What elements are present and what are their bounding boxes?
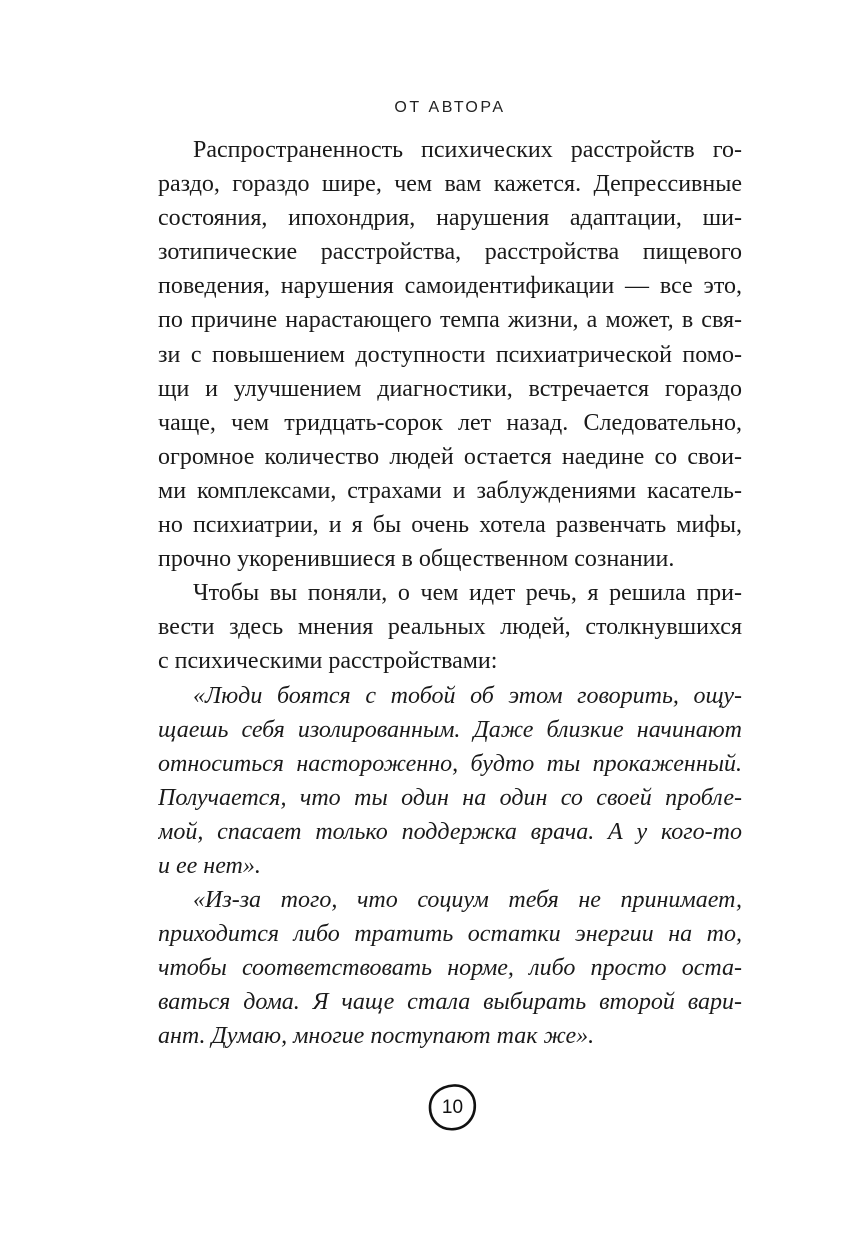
body-text: [158, 133, 742, 1054]
text-line: мой, спасает только поддержка врача. А у кого-то: [158, 818, 742, 845]
text-line: по причине нарастающего темпа жизни, а может, в свя-: [158, 307, 742, 334]
page-number: 10: [441, 1097, 464, 1118]
text-line: зи с повышением доступности психиатрической помо-: [158, 341, 742, 368]
page-number-badge: [426, 1082, 479, 1134]
text-line: ант. Думаю, многие поступают так же».: [158, 1023, 595, 1050]
text-line: но психиатрии, и я бы очень хотела развенчать мифы,: [158, 512, 742, 539]
text-line: прочно укоренившиеся в общественном сознании.: [158, 546, 675, 573]
text-line: Получается, что ты один на один со своей пробле-: [158, 784, 742, 811]
paragraph: [158, 883, 742, 1053]
paragraph: [158, 133, 742, 576]
text-line: с психическими расстройствами:: [158, 648, 498, 675]
text-line: поведения, нарушения самоидентификации — все это,: [158, 273, 742, 300]
text-line: Распространенность психических расстройств го-: [193, 137, 742, 163]
text-line: Чтобы вы поняли, о чем идет речь, я решила при-: [193, 580, 742, 607]
text-line: щаешь себя изолированным. Даже близкие начинают: [158, 716, 742, 743]
text-line: относиться настороженно, будто ты прокаженный.: [158, 750, 742, 777]
text-line: ми комплексами, страхами и заблуждениями касатель-: [158, 477, 742, 504]
text-line: ваться дома. Я чаще стала выбирать второй вари-: [158, 989, 742, 1016]
text-line: щи и улучшением диагностики, встречается гораздо: [158, 375, 742, 402]
text-line: вести здесь мнения реальных людей, столкнувшихся: [158, 614, 742, 641]
text-line: приходится либо тратить остатки энергии на то,: [158, 921, 742, 948]
text-line: зотипические расстройства, расстройства пищевого: [158, 239, 742, 266]
text-line: раздо, гораздо шире, чем вам кажется. Депрессивные: [158, 171, 742, 198]
text-line: чаще, чем тридцать-сорок лет назад. Следовательно,: [158, 409, 742, 436]
text-line: «Из-за того, что социум тебя не принимает,: [193, 887, 742, 914]
text-line: и ее нет».: [158, 852, 261, 879]
running-header: ОТ АВТОРА: [394, 99, 506, 116]
paragraph: [158, 679, 742, 884]
text-line: состояния, ипохондрия, нарушения адаптации, ши-: [158, 205, 742, 232]
text-line: «Люди боятся с тобой об этом говорить, ощу-: [193, 682, 742, 709]
text-line: чтобы соответствовать норме, либо просто оста-: [158, 955, 742, 982]
text-line: огромное количество людей остается наедине со свои-: [158, 443, 742, 470]
paragraph: [158, 576, 742, 678]
